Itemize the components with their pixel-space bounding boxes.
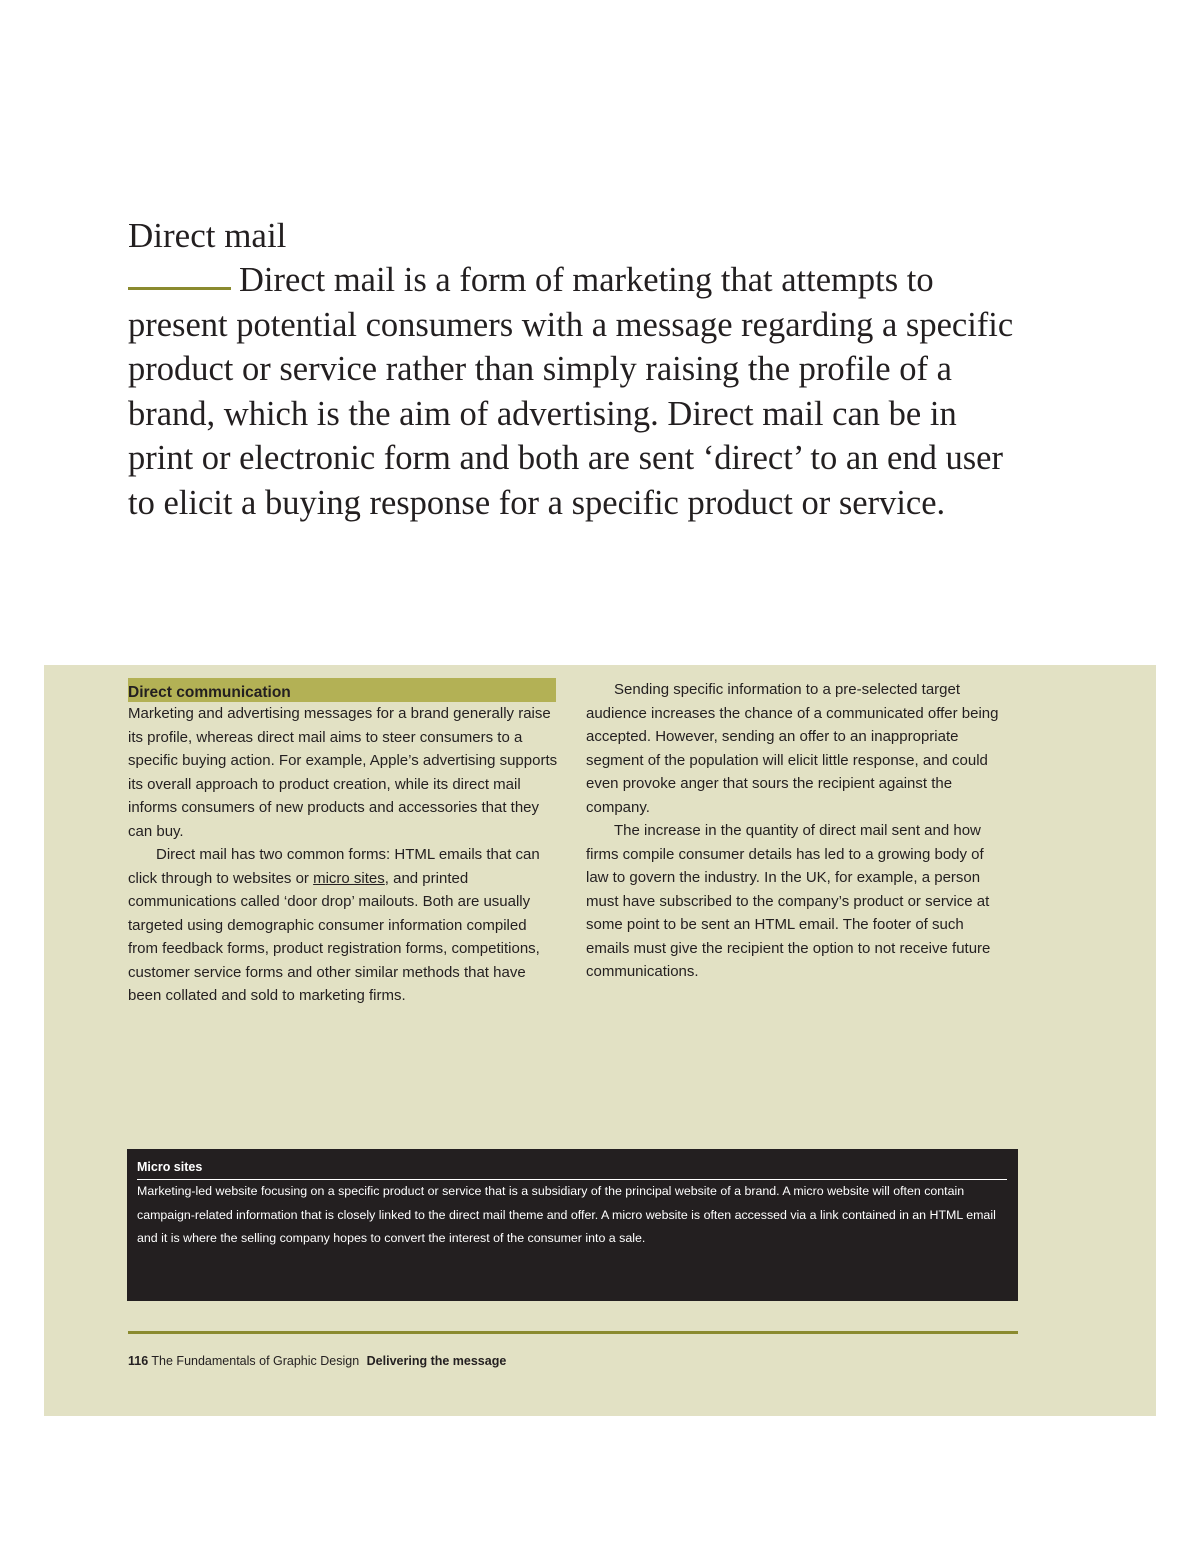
section-heading: Direct communication [128,678,556,702]
left-paragraph-2 [128,843,560,1008]
left-paragraph-1: Marketing and advertising messages for a brand generally raise its profile, whereas direct mail aims to steer consumers to a specific buying action. For example, Apple’s advertising supports its overall approach to product creation, while its direct mail informs consumers of new products and accessories that they can buy. [128,705,558,840]
right-paragraph-1: Sending specific information to a pre-selected target audience increases the chance of a communicated offer being accepted. However, sending an offer to an inappropriate segment of the population will elicit little response, and could even provoke anger that sours the recipient against the company. [586,681,999,816]
section-title: Delivering the message [366,1354,507,1368]
right-column [586,678,1006,984]
footer-rule [128,1331,1018,1334]
glossary-box [127,1149,1018,1301]
page-footer [128,1352,506,1370]
book-title: The Fundamentals of Graphic Design [151,1354,360,1368]
left-column [128,678,560,1008]
page-title: Direct mail [128,216,287,255]
glossary-definition: Marketing-led website focusing on a specific product or service that is a subsidiary of the principal website of a brand. A micro website will often contain campaign-related information that is closely linked to the direct mail theme and offer. A micro website is often accessed via a link contained in an HTML email and it is where the selling company hopes to convert the interest of the consumer into a sale. [137,1184,996,1245]
right-paragraph-2: The increase in the quantity of direct mail sent and how firms compile consumer details has led to a growing body of law to govern the industry. In the UK, for example, a person must have subscribed to the company’s product or service at some point to be sent an HTML email. The footer of such emails must give the recipient the option to not receive future communications. [586,822,991,980]
left-paragraph-2-start: Direct mail has two common forms: HTML emails that can click through to websites or [128,846,540,887]
page-number: 116 [128,1354,149,1368]
intro-paragraph: Direct mail is a form of marketing that attempts to present potential consumers with a message regarding a specific product or service rather than simply raising the profile of a brand, which is the aim of advertising. Direct mail can be in print or electronic form and both are sent ‘direct’ to an end user to elicit a buying response for a specific product or service. [128,261,1014,522]
left-paragraph-2-end: , and printed communications called ‘door drop’ mailouts. Both are usually targeted using demographic consumer information compiled from feedback forms, product registration forms, competitions, customer service forms and other similar methods that have been collated and sold to marketing firms. [128,869,540,1004]
micro-sites-link[interactable]: micro sites [313,869,385,887]
glossary-term: Micro sites [137,1160,203,1174]
